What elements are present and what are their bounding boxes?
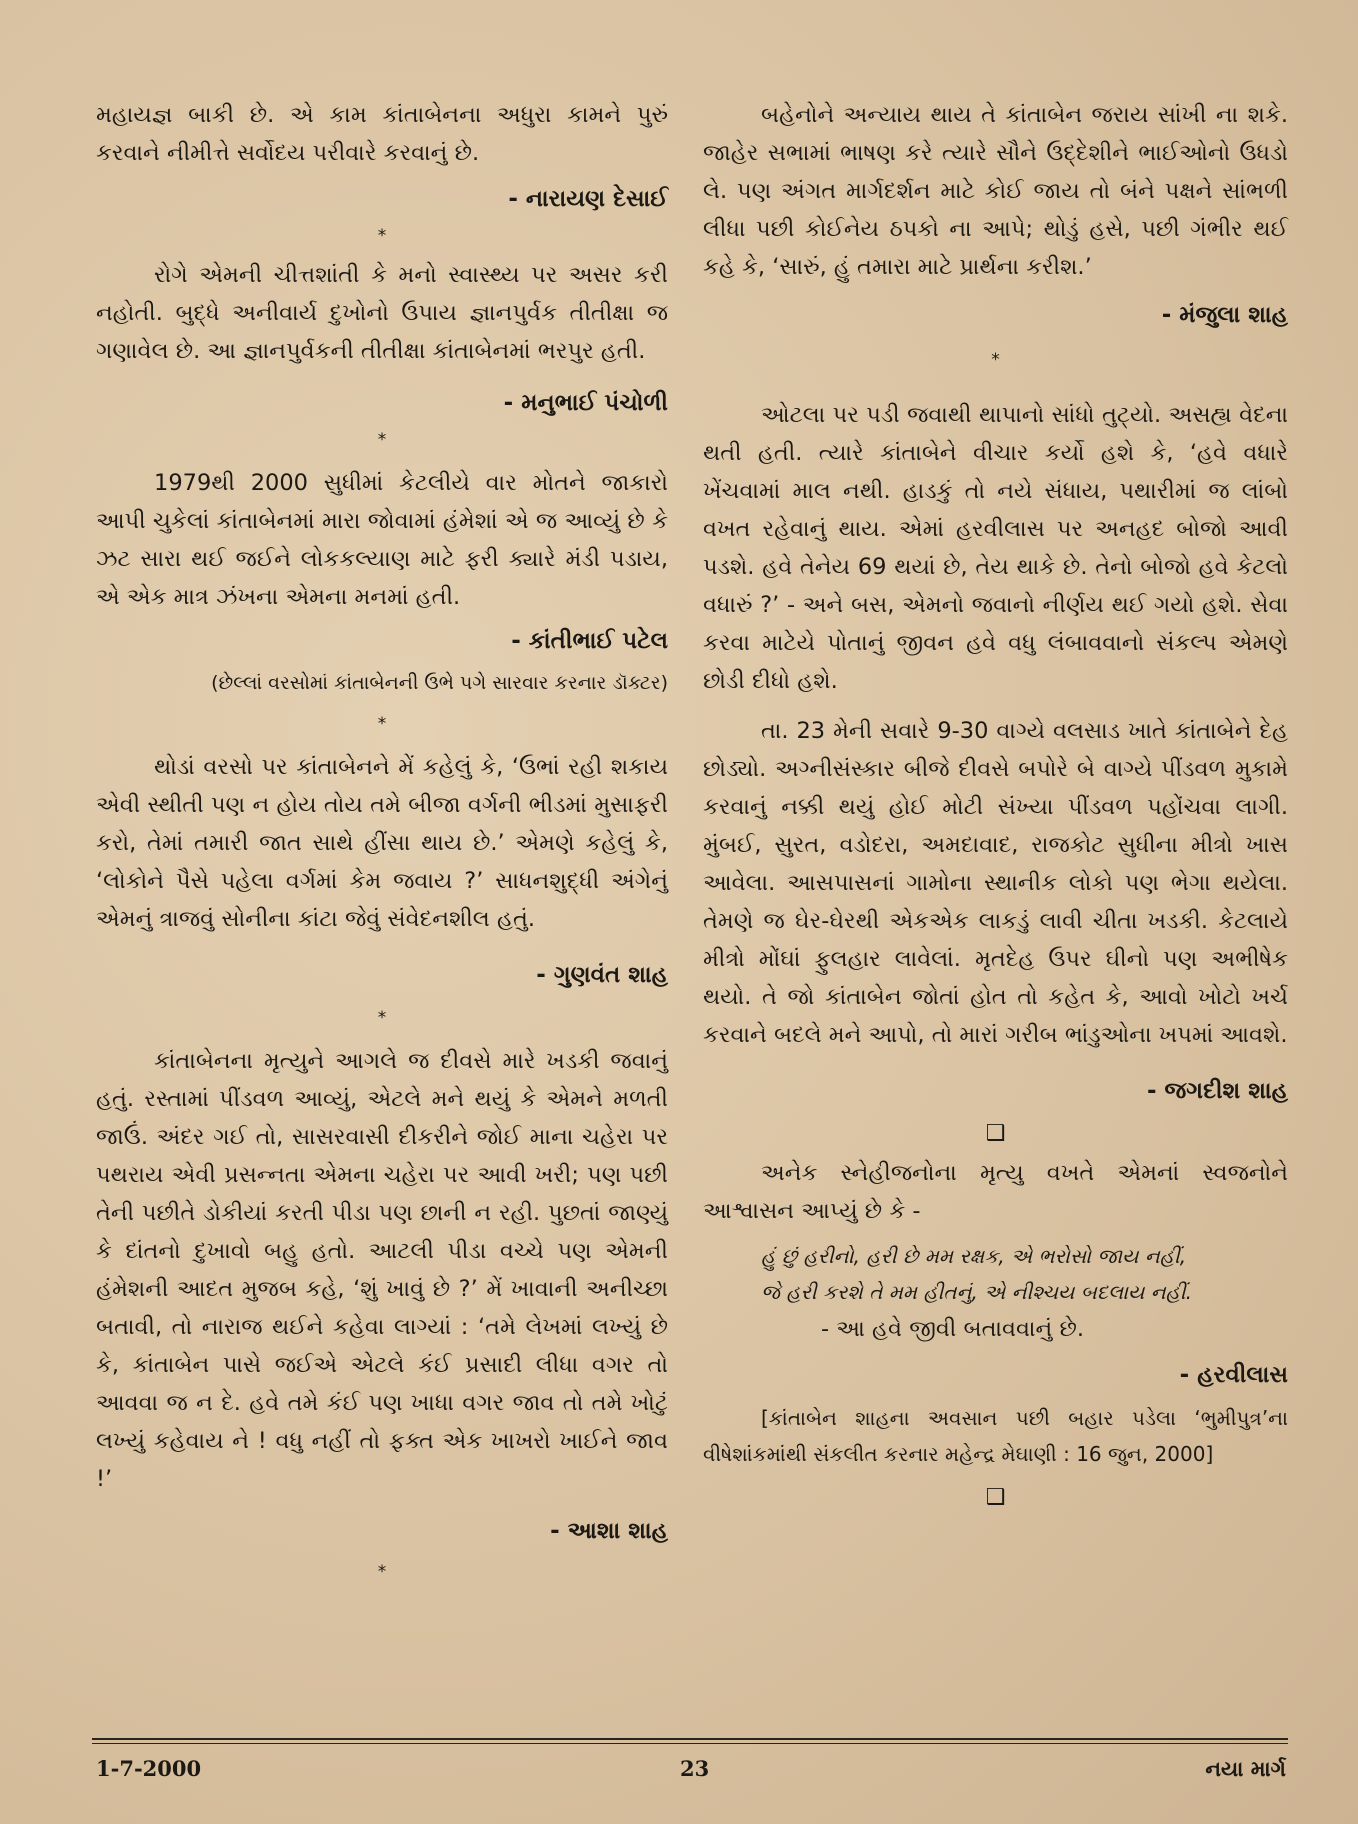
signature: - નારાયણ દેસાઈ <box>508 186 668 212</box>
signature: - ગુણવંત શાહ <box>536 962 668 988</box>
signature: - મંજુલા શાહ <box>1161 302 1288 328</box>
signature: - આશા શાહ <box>550 1518 668 1544</box>
verse-line: હું છું હરીનો, હરી છે મમ રક્ષક, એ ભરોસો જાય નહીં, <box>761 1244 1187 1268</box>
separator-star: * <box>377 1008 387 1028</box>
footer-rule <box>92 1738 1288 1740</box>
signature-subtitle: (છેલ્લાં વરસોમાં કાંતાબેનની ઉભે પગે સારવાર કરનાર ડૉક્ટર) <box>211 672 668 694</box>
verse-line: જે હરી કરશે તે મમ હીતનું, એ નીશ્ચય બદલાય નહીં. <box>761 1280 1192 1304</box>
paragraph: ઓટલા પર પડી જવાથી થાપાનો સાંધો તુટ્યો. અસહ્ય વેદના થતી હતી. ત્યારે કાંતાબેને વીચાર કર્યો હશે કે, ‘હવે વધારે ખેંચવામાં માલ નથી. હાડકું તો નયે સંધાય, પથારીમાં જ લાંબો વખત રહેવાનું થાય. એમાં હરવીલાસ પર અનહદ બોજો આવી પડશે. હવે તેનેય 69 થયાં છે, તેય થાકે છે. તેનો બોજો હવે કેટલો વધારું ?’ - અને બસ, એમનો જવાનો નીર્ણય થઈ ગયો હશે. સેવા કરવા માટેયે પોતાનું જીવન હવે વધુ લંબાવવાનો સંકલ્પ એમણે છોડી દીધો હશે. <box>703 402 1288 694</box>
separator-star: * <box>377 1562 387 1582</box>
signature: - હરવીલાસ <box>1179 1362 1288 1388</box>
signature: - મનુભાઈ પંચોળી <box>503 390 668 416</box>
paragraph: કાંતાબેનના મૃત્યુને આગલે જ દીવસે મારે ખડકી જવાનું હતું. રસ્તામાં પીંડવળ આવ્યું, એટલે મને થયું કે એમને મળતી જાઉં. અંદર ગઈ તો, સાસરવાસી દીકરીને જોઈ માના ચહેરા પર પથરાય એવી પ્રસન્નતા એમના ચહેરા પર આવી ખરી; પણ પછી તેની પછીતે ડોકીયાં કરતી પીડા પણ છાની ન રહી. પુછતાં જાણ્યું કે દાંતનો દુખાવો બહુ હતો. આટલી પીડા વચ્ચે પણ એમની હંમેશની આદત મુજબ કહે, ‘શું ખાવું છે ?’ મેં ખાવાની અનીચ્છા બતાવી, તો નારાજ થઈને કહેવા લાગ્યાં : ‘તમે લેખમાં લખ્યું છે કે, કાંતાબેન પાસે જઈએ એટલે કંઈ પ્રસાદી લીધા વગર તો આવવા જ ન દે. હવે તમે કંઈ પણ ખાધા વગર જાવ તો તમે ખોટું લખ્યું કહેવાય ને ! વધુ નહીં તો ફક્ત એક ખાખરો ખાઈને જાવ !’ <box>96 1048 668 1492</box>
page-number: 23 <box>680 1756 710 1781</box>
signature: - જગદીશ શાહ <box>1147 1078 1288 1104</box>
paragraph: મહાયજ્ઞ બાકી છે. એ કામ કાંતાબેનના અધુરા કામને પુરું કરવાને નીમીત્તે સર્વોદય પરીવારે કરવાનું છે. <box>96 102 668 166</box>
separator-star: * <box>377 714 387 734</box>
left-column <box>96 96 668 1582</box>
paragraph: થોડાં વરસો પર કાંતાબેનને મેં કહેલું કે, ‘ઉભાં રહી શકાય એવી સ્થીતી પણ ન હોય તોય તમે બીજા વર્ગની ભીડમાં મુસાફરી કરો, તેમાં તમારી જાત સાથે હીંસા થાય છે.’ એમણે કહેલું કે, ‘લોકોને પૈસે પહેલા વર્ગમાં કેમ જવાય ?’ સાધનશુદ્ધી અંગેનું એમનું ત્રાજવું સોનીના કાંટા જેવું સંવેદનશીલ હતું. <box>96 754 668 932</box>
paragraph: - આ હવે જીવી બતાવવાનું છે. <box>821 1316 1085 1342</box>
magazine-name: નયા માર્ગ <box>1205 1756 1286 1781</box>
paragraph: અનેક સ્નેહીજનોના મૃત્યુ વખતે એમનાં સ્વજનોને આશ્વાસન આપ્યું છે કે - <box>703 1160 1288 1224</box>
right-column <box>703 96 1288 1512</box>
paragraph: તા. 23 મેની સવારે 9-30 વાગ્યે વલસાડ ખાતે કાંતાબેને દેહ છોડ્યો. અગ્નીસંસ્કાર બીજે દીવસે બપોરે બે વાગ્યે પીંડવળ મુકામે કરવાનું નક્કી થયું હોઈ મોટી સંખ્યા પીંડવળ પહોંચવા લાગી. મુંબઈ, સુરત, વડોદરા, અમદાવાદ, રાજકોટ સુધીના મીત્રો ખાસ આવેલા. આસપાસનાં ગામોના સ્થાનીક લોકો પણ ભેગા થયેલા. તેમણે જ ઘેર-ઘેરથી એકએક લાકડું લાવી ચીતા ખડકી. કેટલાયે મીત્રો મોંઘાં ફુલહાર લાવેલાં. મૃતદેહ ઉપર ઘીનો પણ અભીષેક થયો. તે જો કાંતાબેન જોતાં હોત તો કહેત કે, આવો ખોટો ખર્ચ કરવાને બદલે મને આપો, તો મારાં ગરીબ ભાંડુઓના ખપમાં આવશે. <box>703 718 1288 1048</box>
footer-rule <box>92 1743 1288 1744</box>
separator-box: ❑ <box>985 1121 1006 1146</box>
signature: - કાંતીભાઈ પટેલ <box>511 628 668 654</box>
separator-star: * <box>377 226 387 246</box>
paragraph: રોગે એમની ચીત્તશાંતી કે મનો સ્વાસ્થ્ય પર અસર કરી નહોતી. બુદ્ધે અનીવાર્ય દુખોનો ઉપાય જ્ઞાનપુર્વક તીતીક્ષા જ ગણાવેલ છે. આ જ્ઞાનપુર્વકની તીતીક્ષા કાંતાબેનમાં ભરપુર હતી. <box>96 262 668 364</box>
paragraph: 1979થી 2000 સુધીમાં કેટલીયે વાર મોતને જાકારો આપી ચુકેલાં કાંતાબેનમાં મારા જોવામાં હંમેશાં એ જ આવ્યું છે કે ઝટ સારા થઈ જઈને લોકકલ્યાણ માટે ફરી ક્યારે મંડી પડાય, એ એક માત્ર ઝંખના એમના મનમાં હતી. <box>96 470 668 610</box>
source-note: [કાંતાબેન શાહના અવસાન પછી બહાર પડેલા ‘ભુમીપુત્ર’ના વીષેશાંકમાંથી સંકલીત કરનાર મહેન્દ્ર મેઘાણી : 16 જુન, 2000] <box>703 1406 1288 1466</box>
separator-star: * <box>377 430 387 450</box>
paragraph: બહેનોને અન્યાય થાય તે કાંતાબેન જરાય સાંખી ના શકે. જાહેર સભામાં ભાષણ કરે ત્યારે સૌને ઉદ્દેશીને ભાઈઓનો ઉધડો લે. પણ અંગત માર્ગદર્શન માટે કોઈ જાય તો બંને પક્ષને સાંભળી લીધા પછી કોઈનેય ઠપકો ના આપે; થોડું હસે, પછી ગંભીર થઈ કહે કે, ‘સારું, હું તમારા માટે પ્રાર્થના કરીશ.’ <box>703 102 1288 280</box>
separator-star: * <box>991 350 1000 370</box>
footer-date: 1-7-2000 <box>96 1756 202 1781</box>
separator-box: ❑ <box>985 1485 1006 1510</box>
